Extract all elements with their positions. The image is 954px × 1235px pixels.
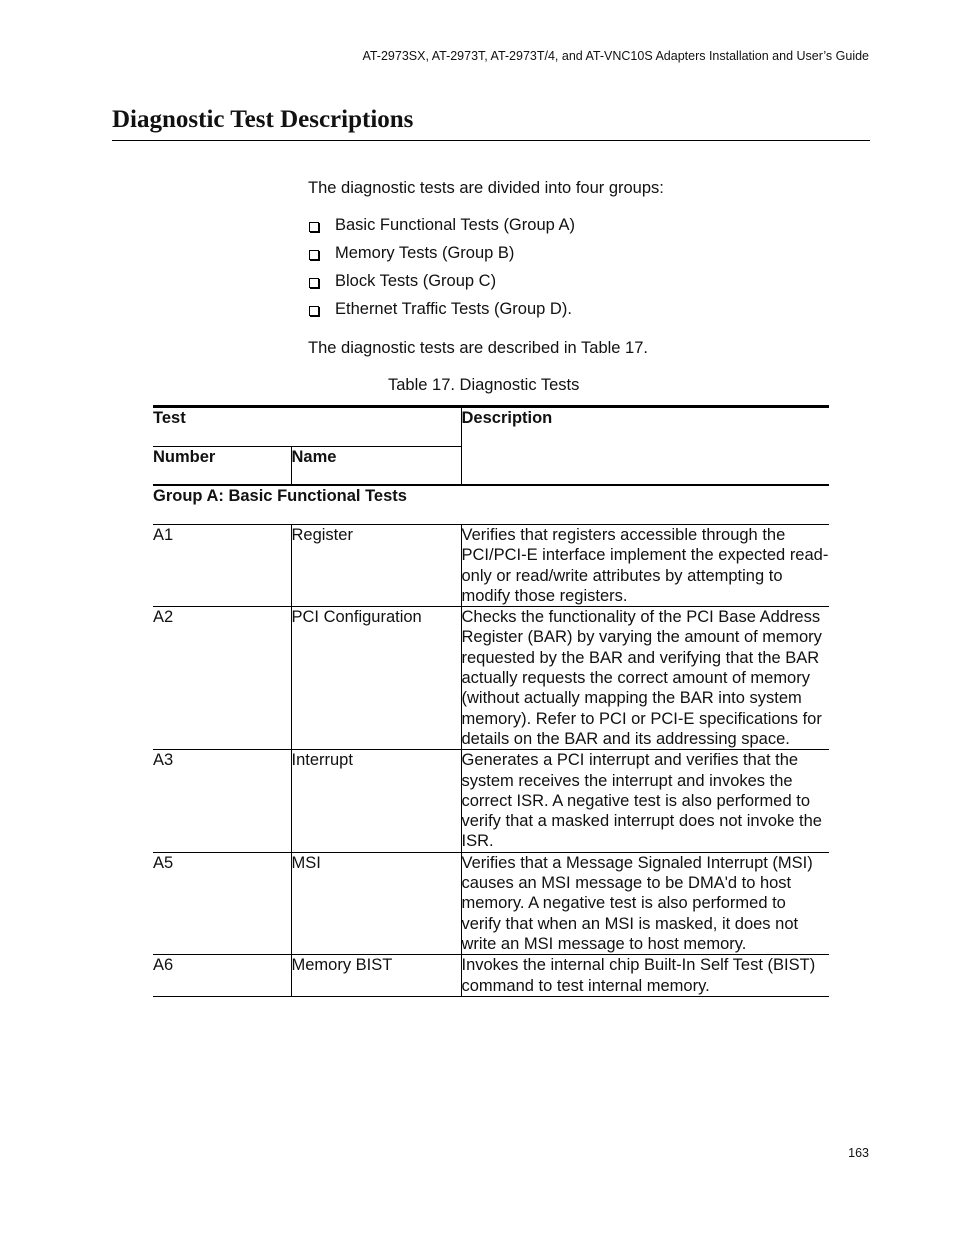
header-number: Number (153, 447, 291, 486)
table-row (153, 750, 829, 852)
list-item-label: Basic Functional Tests (Group A) (335, 216, 575, 234)
intro-paragraph: The diagnostic tests are divided into four groups: (308, 179, 664, 197)
checkbox-bullet-icon (309, 222, 319, 232)
cell-number: A2 (153, 607, 291, 750)
list-item-label: Ethernet Traffic Tests (Group D). (335, 300, 572, 318)
table-row (153, 955, 829, 997)
table-row (153, 525, 829, 607)
cell-name: Register (291, 525, 461, 607)
cell-name: MSI (291, 852, 461, 954)
table-reference-paragraph: The diagnostic tests are described in Table 17. (308, 339, 648, 357)
table-row (153, 852, 829, 954)
title-divider (112, 140, 870, 141)
checkbox-bullet-icon (309, 306, 319, 316)
cell-number: A1 (153, 525, 291, 607)
header-test: Test (153, 407, 461, 447)
cell-description: Invokes the internal chip Built-In Self Test (BIST) command to test internal memory. (461, 955, 829, 997)
cell-number: A5 (153, 852, 291, 954)
cell-name: PCI Configuration (291, 607, 461, 750)
group-header-row: Group A: Basic Functional Tests (153, 485, 829, 525)
checkbox-bullet-icon (309, 250, 319, 260)
cell-name: Interrupt (291, 750, 461, 852)
table-caption: Table 17. Diagnostic Tests (388, 376, 580, 394)
header-name: Name (291, 447, 461, 486)
checkbox-bullet-icon (309, 278, 319, 288)
list-item (308, 300, 575, 328)
list-item (308, 216, 575, 244)
header-description: Description (461, 407, 829, 486)
cell-number: A3 (153, 750, 291, 852)
diagnostic-tests-table (153, 405, 829, 997)
page-number: 163 (848, 1146, 869, 1160)
list-item (308, 244, 575, 272)
cell-description: Verifies that registers accessible through the PCI/PCI-E interface implement the expected read-only or read/write attributes by attempting to modify those registers. (461, 526, 829, 605)
cell-number: A6 (153, 955, 291, 997)
cell-description: Checks the functionality of the PCI Base Address Register (BAR) by varying the amount of memory requested by the BAR and verifying that the BAR actually requests the correct amount of memory (without actually mapping the BAR into system memory). Refer to PCI or PCI-E specifications for details on the BAR and its addressing space. (461, 607, 829, 750)
cell-description: Generates a PCI interrupt and verifies that the system receives the interrupt and invokes the correct ISR. A negative test is also performed to verify that a masked interrupt does not invoke the ISR. (461, 750, 829, 852)
list-item-label: Block Tests (Group C) (335, 272, 497, 290)
cell-description: Verifies that a Message Signaled Interrupt (MSI) causes an MSI message to be DMA'd to host memory. A negative test is also performed to verify that when an MSI is masked, it does not write an MSI message to host memory. (461, 852, 829, 954)
list-item-label: Memory Tests (Group B) (335, 244, 515, 262)
running-header: AT-2973SX, AT-2973T, AT-2973T/4, and AT-VNC10S Adapters Installation and User’s Guide (362, 49, 869, 63)
table-row (153, 607, 829, 750)
list-item (308, 272, 575, 300)
test-group-list (308, 216, 575, 328)
section-title: Diagnostic Test Descriptions (112, 106, 414, 133)
cell-name: Memory BIST (291, 955, 461, 997)
